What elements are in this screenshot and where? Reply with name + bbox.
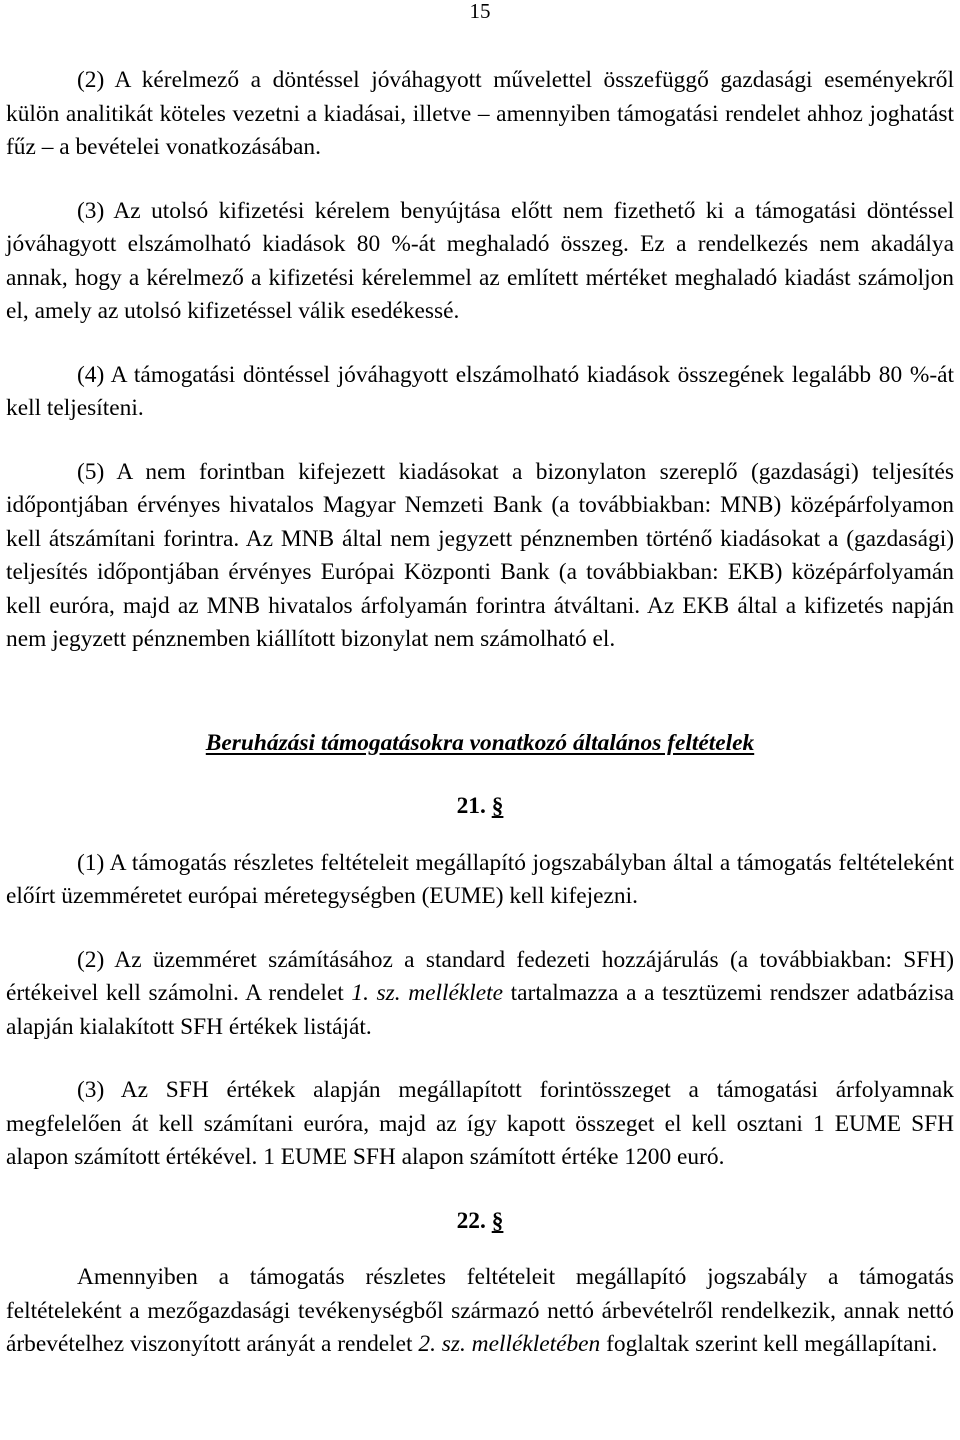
- annex-2-reference: 2. sz. mellékletében: [418, 1331, 601, 1357]
- paragraph-21-2-text-a: (2) Az üzemméret számításához a standard fedezeti hozzájárulás (a továbbiakban: SFH) értékeivel kell számolni. A rendelet: [6, 946, 954, 1006]
- section-22-label: 22.: [456, 1207, 486, 1234]
- paragraph-22-text-b: foglaltak szerint kell megállapítani.: [600, 1331, 938, 1357]
- section-21-number: [6, 790, 954, 824]
- section-21-symbol: §: [491, 793, 504, 819]
- paragraph-20-5: (5) A nem forintban kifejezett kiadásokat a bizonylaton szereplő (gazdasági) teljesítés időpontjában érvényes hivatalos Magyar Nemzeti Bank (a továbbiakban: MNB) középárfolyamon kell átszámítani forintra. Az MNB által nem jegyzett pénznemben történő kiadásokat a (gazdasági) teljesítés időpontjában érvényes Európai Központi Bank (a továbbiakban: EKB) középárfolyamán kell euróra, majd az MNB hivatalos árfolyamán forintra átváltani. Az EKB által a kifizetés napján nem jegyzett pénznemben kiállított bizonylat nem számolható el.: [6, 458, 954, 652]
- paragraph-21-2: [6, 944, 954, 1045]
- paragraph-22: [6, 1261, 954, 1362]
- paragraph-21-1: (1) A támogatás részletes feltételeit megállapító jogszabályban által a támogatás feltételeként előírt üzemméretet európai méretegységben (EUME) kell kifejezni.: [6, 849, 954, 909]
- paragraph-20-3: (3) Az utolsó kifizetési kérelem benyújtása előtt nem fizethető ki a támogatási döntéssel jóváhagyott elszámolható kiadások 80 %-át meghaladó összeg. Ez a rendelkezés nem akadálya annak, hogy a kérelmező a kifizetési kérelemmel az említett mértéket meghaladó kiadást számoljon el, amely az utolsó kifizetéssel válik esedékessé.: [6, 197, 954, 324]
- paragraph-21-3: (3) Az SFH értékek alapján megállapított forintösszeget a támogatási árfolyamnak megfelelően át kell számítani euróra, majd az így kapott összeget el kell osztani 1 EUME SFH alapon számított értékével. 1 EUME SFH alapon számított értéke 1200 euró.: [6, 1077, 954, 1170]
- paragraph-22-text-a: Amennyiben a támogatás részletes feltételeit megállapító jogszabály a támogatás feltételeként a mezőgazdasági tevékenységből származó nettó árbevételről rendelkezik, annak nettó árbevételhez viszonyított arányát a rendelet: [6, 1264, 954, 1357]
- section-22-number: [6, 1205, 954, 1239]
- chapter-heading: Beruházási támogatásokra vonatkozó általános feltételek: [205, 729, 755, 756]
- paragraph-20-4: (4) A támogatási döntéssel jóváhagyott elszámolható kiadások összegének legalább 80 %-át kell teljesíteni.: [6, 361, 954, 421]
- section-22-symbol: §: [491, 1207, 504, 1234]
- page-content: [6, 64, 954, 1362]
- annex-1-reference: 1. sz. melléklete: [351, 980, 504, 1006]
- paragraph-20-2: (2) A kérelmező a döntéssel jóváhagyott művelettel összefüggő gazdasági eseményekről külön analitikát köteles vezetni a kiadásai, illetve – amennyiben támogatási rendelet ahhoz joghatást fűz – a bevételei vonatkozásában.: [6, 67, 954, 160]
- section-21-label: 21.: [456, 793, 486, 819]
- paragraph-21-2-text-b: tartalmazza a a tesztüzemi rendszer adatbázisa alapján kialakított SFH értékek listáját.: [6, 980, 954, 1040]
- page-number: 15: [469, 0, 491, 23]
